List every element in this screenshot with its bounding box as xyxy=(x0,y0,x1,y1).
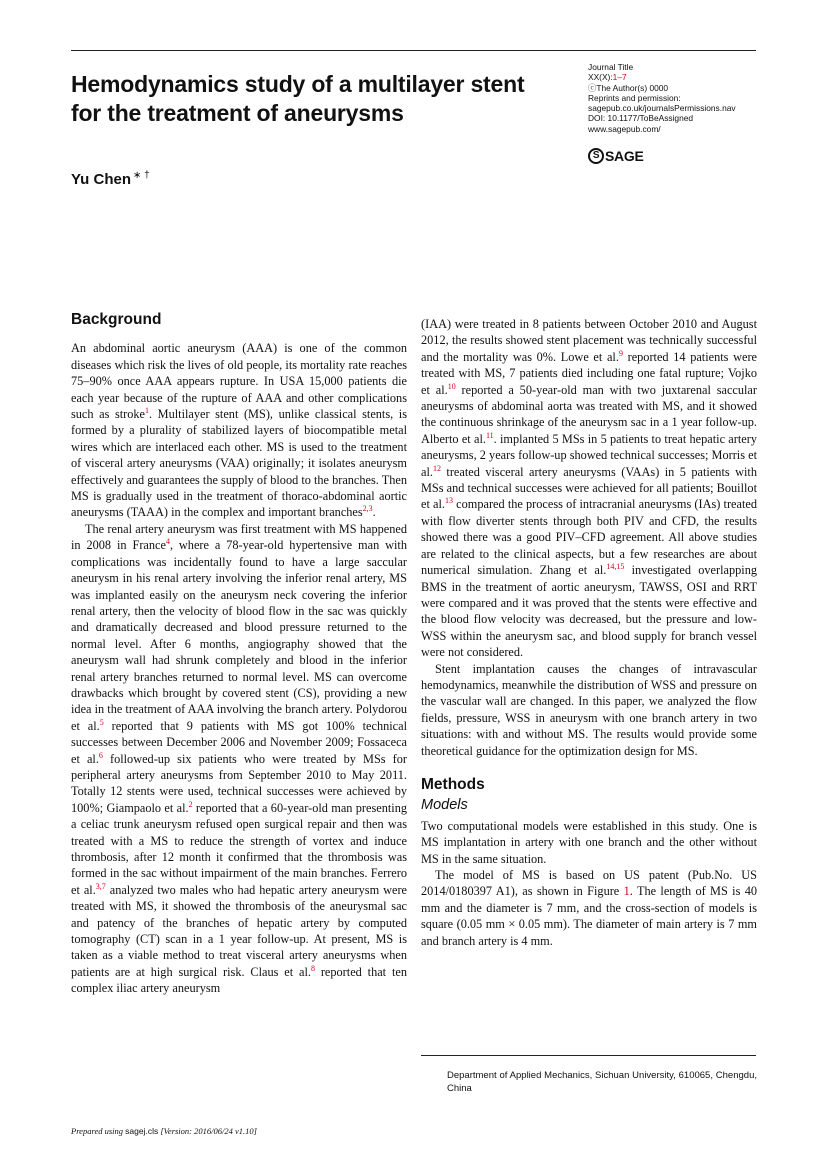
journal-meta xyxy=(588,62,768,134)
author-line xyxy=(71,170,150,188)
publisher-site: www.sagepub.com/ xyxy=(588,123,661,134)
citation-link[interactable]: 3,7 xyxy=(95,881,106,891)
citation-link[interactable]: 12 xyxy=(432,463,441,473)
affiliation-footnote: Department of Applied Mechanics, Sichuan University, 610065, Chengdu, China xyxy=(447,1070,757,1094)
citation-link[interactable]: 11 xyxy=(485,430,494,440)
citation-link[interactable]: 6 xyxy=(98,750,103,760)
header-rule xyxy=(71,50,756,51)
paragraph-3: (IAA) were treated in 8 patients between October 2010 and August 2012, the results showed stent placement was technically successful and the mortality was 0%. Lowe et al.$^9$ reported 14 patients were treated with MS, 7 patients died including one fatal rupture; Vojko et al.$^{10}$ reported a 50-year-old man with two juxtarenal saccular aneurysms of abdominal aorta was treated with MS, and it showed the continuous shrinkage of the aneurysm sac in a 1 year follow-up. Alberto et al.$^{11}$. implanted 5 MSs in 5 patients to treat hepatic artery aneurysms, 2 years follow-up showed technical successes; Morris et al.$^{12}$ treated visceral artery aneurysms (VAAs) in 5 patients with MSs and technical successes were achieved for all patients; Bouillot et al.$^{13}$ compared the process of intracranial aneurysms (IAs) treated with flow diverter stents through both PIV and CFD, the results showed there was a good PIV–CFD agreement. All above studies are related to the clinical aspects, but a few researches are about numerical simulation. Zhang et al.$^{14,15}$ investigated overlapping BMS in the treatment of aortic aneurysm, TAWSS, OSI and RRT were compared and it was proved that the stents were effective and the blood flow velocity was decreased, but the pressure and low-WSS within the aneurysm sac, and blood supply for branch vessel were not considered. xyxy=(421,317,758,660)
reprints-url: sagepub.co.uk/journalsPermissions.nav xyxy=(588,103,736,114)
paragraph-2: The renal artery aneurysm was first treatment with MS happened in 2008 in France$^4$, where a 78-year-old hypertensive man with complications was incidentally found to have a large saccular aneurysm in his renal artery involving the inferior renal artery, MS was implanted easily on the aneurysm neck covering the inferior renal artery, then the velocity of blood flow in the sac was quickly and dramatically decreased and blood pressure returned to the normal level. After 6 months, angiography showed that the aneurysm wall had shrunk completely and blood in the inferior renal artery branches returned to normal level. MS can overcome drawbacks which brought by covered stent (CS), providing a new idea in the treatment of AAA involving the branch artery. Polydorou et al.$^5$ reported that 9 patients with MS got 100% technical successes between December 2006 and November 2009; Fossaceca et al.$^6$ followed-up six patients who were treated by MSs for peripheral artery aneurysms from September 2010 to May 2011. Totally 12 stents were used, technical successes were achieved by 100%; Giampaolo et al.$^2$ reported that a 60-year-old man presenting a celiac trunk aneurysm refused open surgical repair and then was treated with a MS to reduce the strength of vortex and induce thrombosis, after 12 month it confirmed that the thrombosis was formed in the sac without impairment of the main branches. Ferrero et al.$^{3,7}$ analyzed two males who had hepatic artery aneurysm were treated with MS, it showed the thrombosis of the aneurysmal sac and patency of the branches of hepatic artery by computed tomography (CT) scan in a 1 year follow-up. At present, MS is taken as a viable method to treat visceral artery aneurysms when patients are at high surgical risk. Claus et al.$^8$ reported that ten complex iliac artery aneurysm xyxy=(71,521,407,996)
paragraph-6: The model of MS is based on US patent (Pub.No. US 2014/0180397 A1), as shown in Figure 1. The length of MS is 40 mm and the diameter is 7 mm, and the cross-section of models is square (0.05 mm × 0.05 mm). The diameter of main artery is 7 mm and branch artery is 4 mm. xyxy=(421,868,757,948)
citation-link[interactable]: 9 xyxy=(618,348,623,358)
paper-title: Hemodynamics study of a multilayer stent for the treatment of aneurysms xyxy=(71,71,525,126)
publisher-logo: S SAGE xyxy=(588,148,643,164)
citation-link[interactable]: 14,15 xyxy=(606,562,625,571)
citation-link[interactable]: 10 xyxy=(447,381,456,391)
journal-volume: XX(X):1–7 xyxy=(588,72,627,83)
doi: DOI: 10.1177/ToBeAssigned xyxy=(588,113,694,124)
subsection-heading-models: Models xyxy=(421,797,468,814)
reprints-label: Reprints and permission: xyxy=(588,92,681,103)
footnote-rule xyxy=(421,1055,756,1056)
citation-link[interactable]: 1 xyxy=(145,405,149,415)
citation-link[interactable]: 5 xyxy=(99,717,104,727)
journal-title: Journal Title xyxy=(588,62,634,72)
page-footer: Prepared using sagej.cls [Version: 2016/06/24 v1.10] xyxy=(71,1126,257,1136)
page-range-link[interactable]: 1–7 xyxy=(612,72,627,83)
section-heading-background: Background xyxy=(71,311,162,328)
citation-link[interactable]: 13 xyxy=(445,496,453,506)
author-marks: ∗ † xyxy=(133,170,150,181)
paragraph-1: An abdominal aortic aneurysm (AAA) is one of the common diseases which risk the lives of old people, its mortality rate reaches 75–90% once AAA appears rupture. In USA 15,000 patients die each year because of the rupture of AAA and other complications such as stroke$^1$. Multilayer stent (MS), unlike classical stents, is formed by a plurality of stabilized layers of biocompatible metal wires which are interlaced each other. MS is used to the treatment of visceral artery aneurysms (VAA) originally; it isolates aneurysm effectively and guarantees the supply of blood to the branches. Then MS is gradually used in the treatment of thoraco-abdominal aortic aneurysms (TAAA) in the complex and important branches$^{2,3}$. xyxy=(71,341,407,520)
copyright: ⓒThe Author(s) 0000 xyxy=(588,82,669,93)
paragraph-4: Stent implantation causes the changes of intravascular hemodynamics, meanwhile the distribution of WSS and pressure on the vascular wall are changed. In this paper, we analyzed the flow fields, pressure, WSS in aneurysm with one branch artery in two situations: with and without MS. The results would provide some theoretical guidance for the optimization design for MS. xyxy=(421,661,757,758)
cls-name: sagej.cls xyxy=(125,1126,159,1136)
left-column xyxy=(71,312,407,997)
sage-logo-icon: S xyxy=(588,148,604,164)
right-column xyxy=(421,316,757,949)
paragraph-5: Two computational models were established in this study. One is MS implantation in artery with one branch and the other without MS in the same situation. xyxy=(421,818,757,866)
figure-link[interactable]: 1 xyxy=(623,884,630,899)
citation-link[interactable]: 2 xyxy=(188,799,193,809)
citation-link[interactable]: 8 xyxy=(310,963,315,973)
author-name: Yu Chen xyxy=(71,171,132,188)
citation-link[interactable]: 2,3 xyxy=(362,504,373,514)
citation-link[interactable]: 4 xyxy=(165,537,170,547)
section-heading-methods: Methods xyxy=(421,775,485,793)
